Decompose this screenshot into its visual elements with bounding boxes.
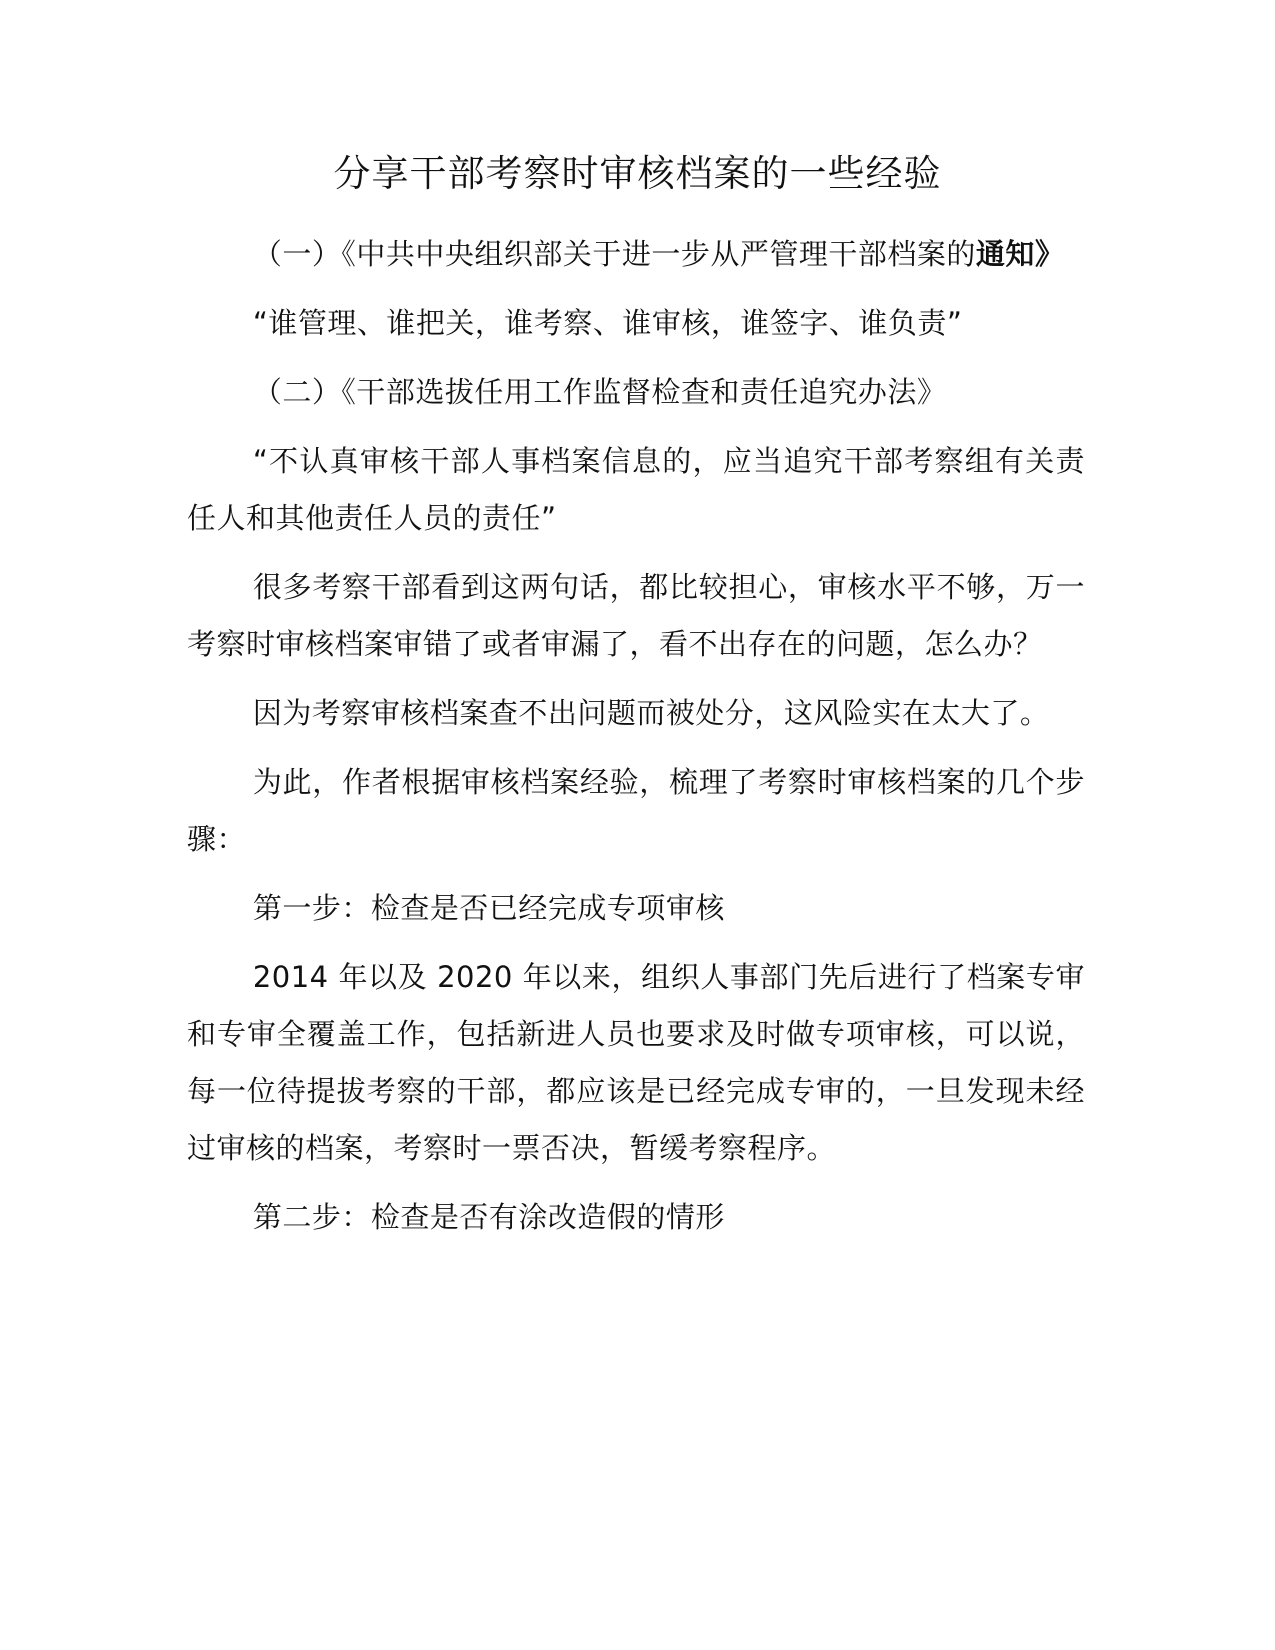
- paragraph-risk: 因为考察审核档案查不出问题而被处分，这风险实在太大了。: [252, 696, 1050, 730]
- notice-heading-tail: 通知》: [975, 237, 1065, 271]
- paragraph-quote-responsibility: “谁管理、谁把关，谁考察、谁审核，谁签字、谁负责”: [252, 306, 963, 340]
- paragraph-step-one-heading: 第一步：检查是否已经完成专项审核: [252, 891, 725, 925]
- paragraph-step-two-heading: 第二步：检查是否有涂改造假的情形: [252, 1200, 725, 1234]
- paragraph-concern: 很多考察干部看到这两句话，都比较担心，审核水平不够，万一考察时审核档案审错了或者审漏了，看不出存在的问题，怎么办？: [187, 570, 1085, 661]
- document-body: [187, 226, 1085, 1258]
- paragraph-intro-steps: 为此，作者根据审核档案经验，梳理了考察时审核档案的几个步骤：: [187, 765, 1085, 856]
- paragraph-measures-heading: （二）《干部选拔任用工作监督检查和责任追究办法》: [252, 375, 947, 409]
- document-title: 分享干部考察时审核档案的一些经验: [333, 152, 942, 195]
- paragraph-step-one-body: 2014 年以及 2020 年以来，组织人事部门先后进行了档案专审和专审全覆盖工作，包括新进人员也要求及时做专项审核，可以说，每一位待提拔考察的干部，都应该是已经完成专审的，一旦发现未经过审核的档案，考察时一票否决，暂缓考察程序。: [187, 960, 1085, 1165]
- notice-heading-lead: （一）《中共中央组织部关于进一步从严管理干部档案的: [252, 237, 976, 271]
- paragraph-quote-accountability: “不认真审核干部人事档案信息的，应当追究干部考察组有关责任人和其他责任人员的责任”: [187, 444, 1085, 535]
- paragraph-notice-heading: [187, 226, 1085, 283]
